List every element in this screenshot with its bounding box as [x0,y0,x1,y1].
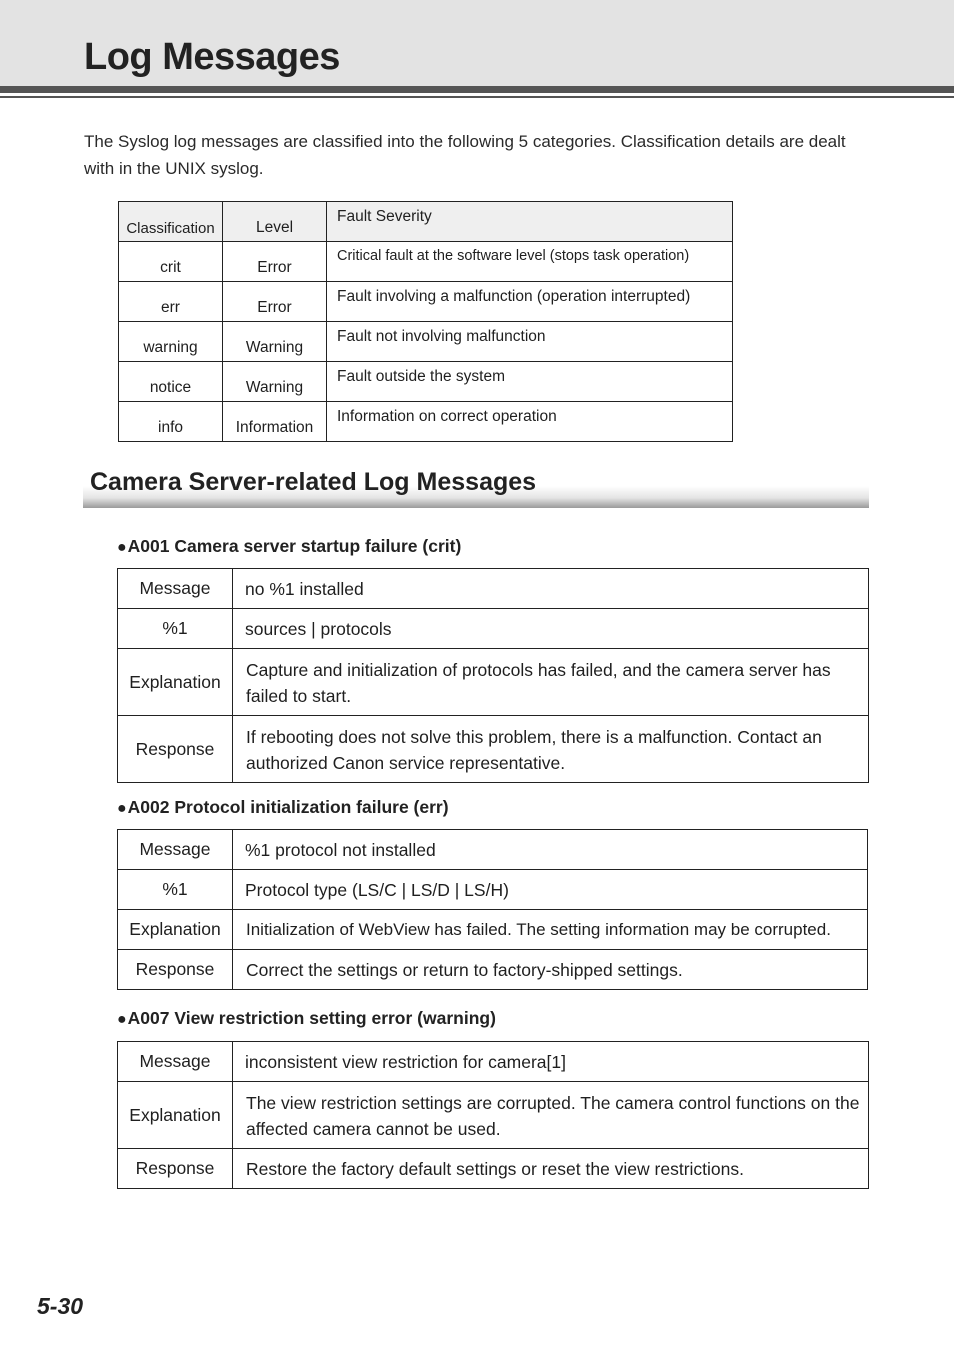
table-row [119,362,733,402]
table-cell: Warning [223,362,327,402]
column-header: Level [223,202,327,242]
row-value: no %1 installed [233,569,869,609]
row-value: Restore the factory default settings or reset the view restrictions. [233,1149,869,1189]
row-value: sources | protocols [233,609,869,649]
header-rule-thin [0,96,954,98]
table-cell: Information [223,402,327,442]
table-row [118,950,868,990]
table-header-row [119,202,733,242]
table-row [118,870,868,910]
table-row [118,1149,869,1189]
bullet-icon: ● [117,800,127,817]
table-row [118,830,868,870]
row-value: Initialization of WebView has failed. The setting information may be corrupted. [233,910,868,950]
message-heading-a007 [117,1008,496,1029]
row-value: The view restriction settings are corrupted. The camera control functions on the affected camera cannot be used. [233,1082,869,1149]
table-row [119,322,733,362]
table-cell: Information on correct operation [327,402,733,442]
section-title: Camera Server-related Log Messages [90,468,537,496]
message-heading-text: A001 Camera server startup failure (crit) [127,536,462,556]
page-number: 5-30 [37,1293,84,1319]
row-value: Correct the settings or return to factory-shipped settings. [233,950,868,990]
message-heading-a001 [117,536,461,557]
table-row [118,910,868,950]
table-cell: Fault involving a malfunction (operation interrupted) [327,282,733,322]
row-value: %1 protocol not installed [233,830,868,870]
message-table-a007 [117,1041,869,1189]
table-cell: Error [223,242,327,282]
message-heading-text: A002 Protocol initialization failure (err) [127,797,449,817]
table-row [119,282,733,322]
table-row [119,402,733,442]
table-row [118,609,869,649]
row-key: Response [118,716,233,783]
column-header: Classification [119,202,223,242]
row-value: If rebooting does not solve this problem, there is a malfunction. Contact an authorized Canon service representative. [233,716,869,783]
page-title: Log Messages [84,36,340,78]
classification-table [118,201,733,442]
row-key: Explanation [118,1082,233,1149]
table-row [119,242,733,282]
row-key: %1 [118,870,233,910]
table-cell: Fault outside the system [327,362,733,402]
column-header: Fault Severity [327,202,733,242]
message-heading-text: A007 View restriction setting error (warning) [127,1008,496,1028]
table-cell: Error [223,282,327,322]
row-value: Protocol type (LS/C | LS/D | LS/H) [233,870,868,910]
table-row [118,569,869,609]
message-table-a001 [117,568,869,783]
table-cell: notice [119,362,223,402]
bullet-icon: ● [117,539,127,556]
bullet-icon: ● [117,1011,127,1028]
row-key: Message [118,569,233,609]
header-rule [0,86,954,93]
table-row [118,716,869,783]
table-row [118,1082,869,1149]
row-value: Capture and initialization of protocols has failed, and the camera server has failed to start. [233,649,869,716]
row-key: Response [118,1149,233,1189]
table-cell: Warning [223,322,327,362]
table-cell: info [119,402,223,442]
table-row [118,1042,869,1082]
row-key: Explanation [118,910,233,950]
row-key: Explanation [118,649,233,716]
row-key: Message [118,1042,233,1082]
table-cell: crit [119,242,223,282]
row-value: inconsistent view restriction for camera[1] [233,1042,869,1082]
message-heading-a002 [117,797,449,818]
table-cell: err [119,282,223,322]
table-cell: warning [119,322,223,362]
row-key: Response [118,950,233,990]
table-row [118,649,869,716]
message-table-a002 [117,829,868,990]
row-key: Message [118,830,233,870]
table-cell: Fault not involving malfunction [327,322,733,362]
intro-paragraph: The Syslog log messages are classified into the following 5 categories. Classification details are dealt with in the UNIX syslog. [84,132,846,178]
row-key: %1 [118,609,233,649]
table-cell: Critical fault at the software level (stops task operation) [327,242,733,282]
